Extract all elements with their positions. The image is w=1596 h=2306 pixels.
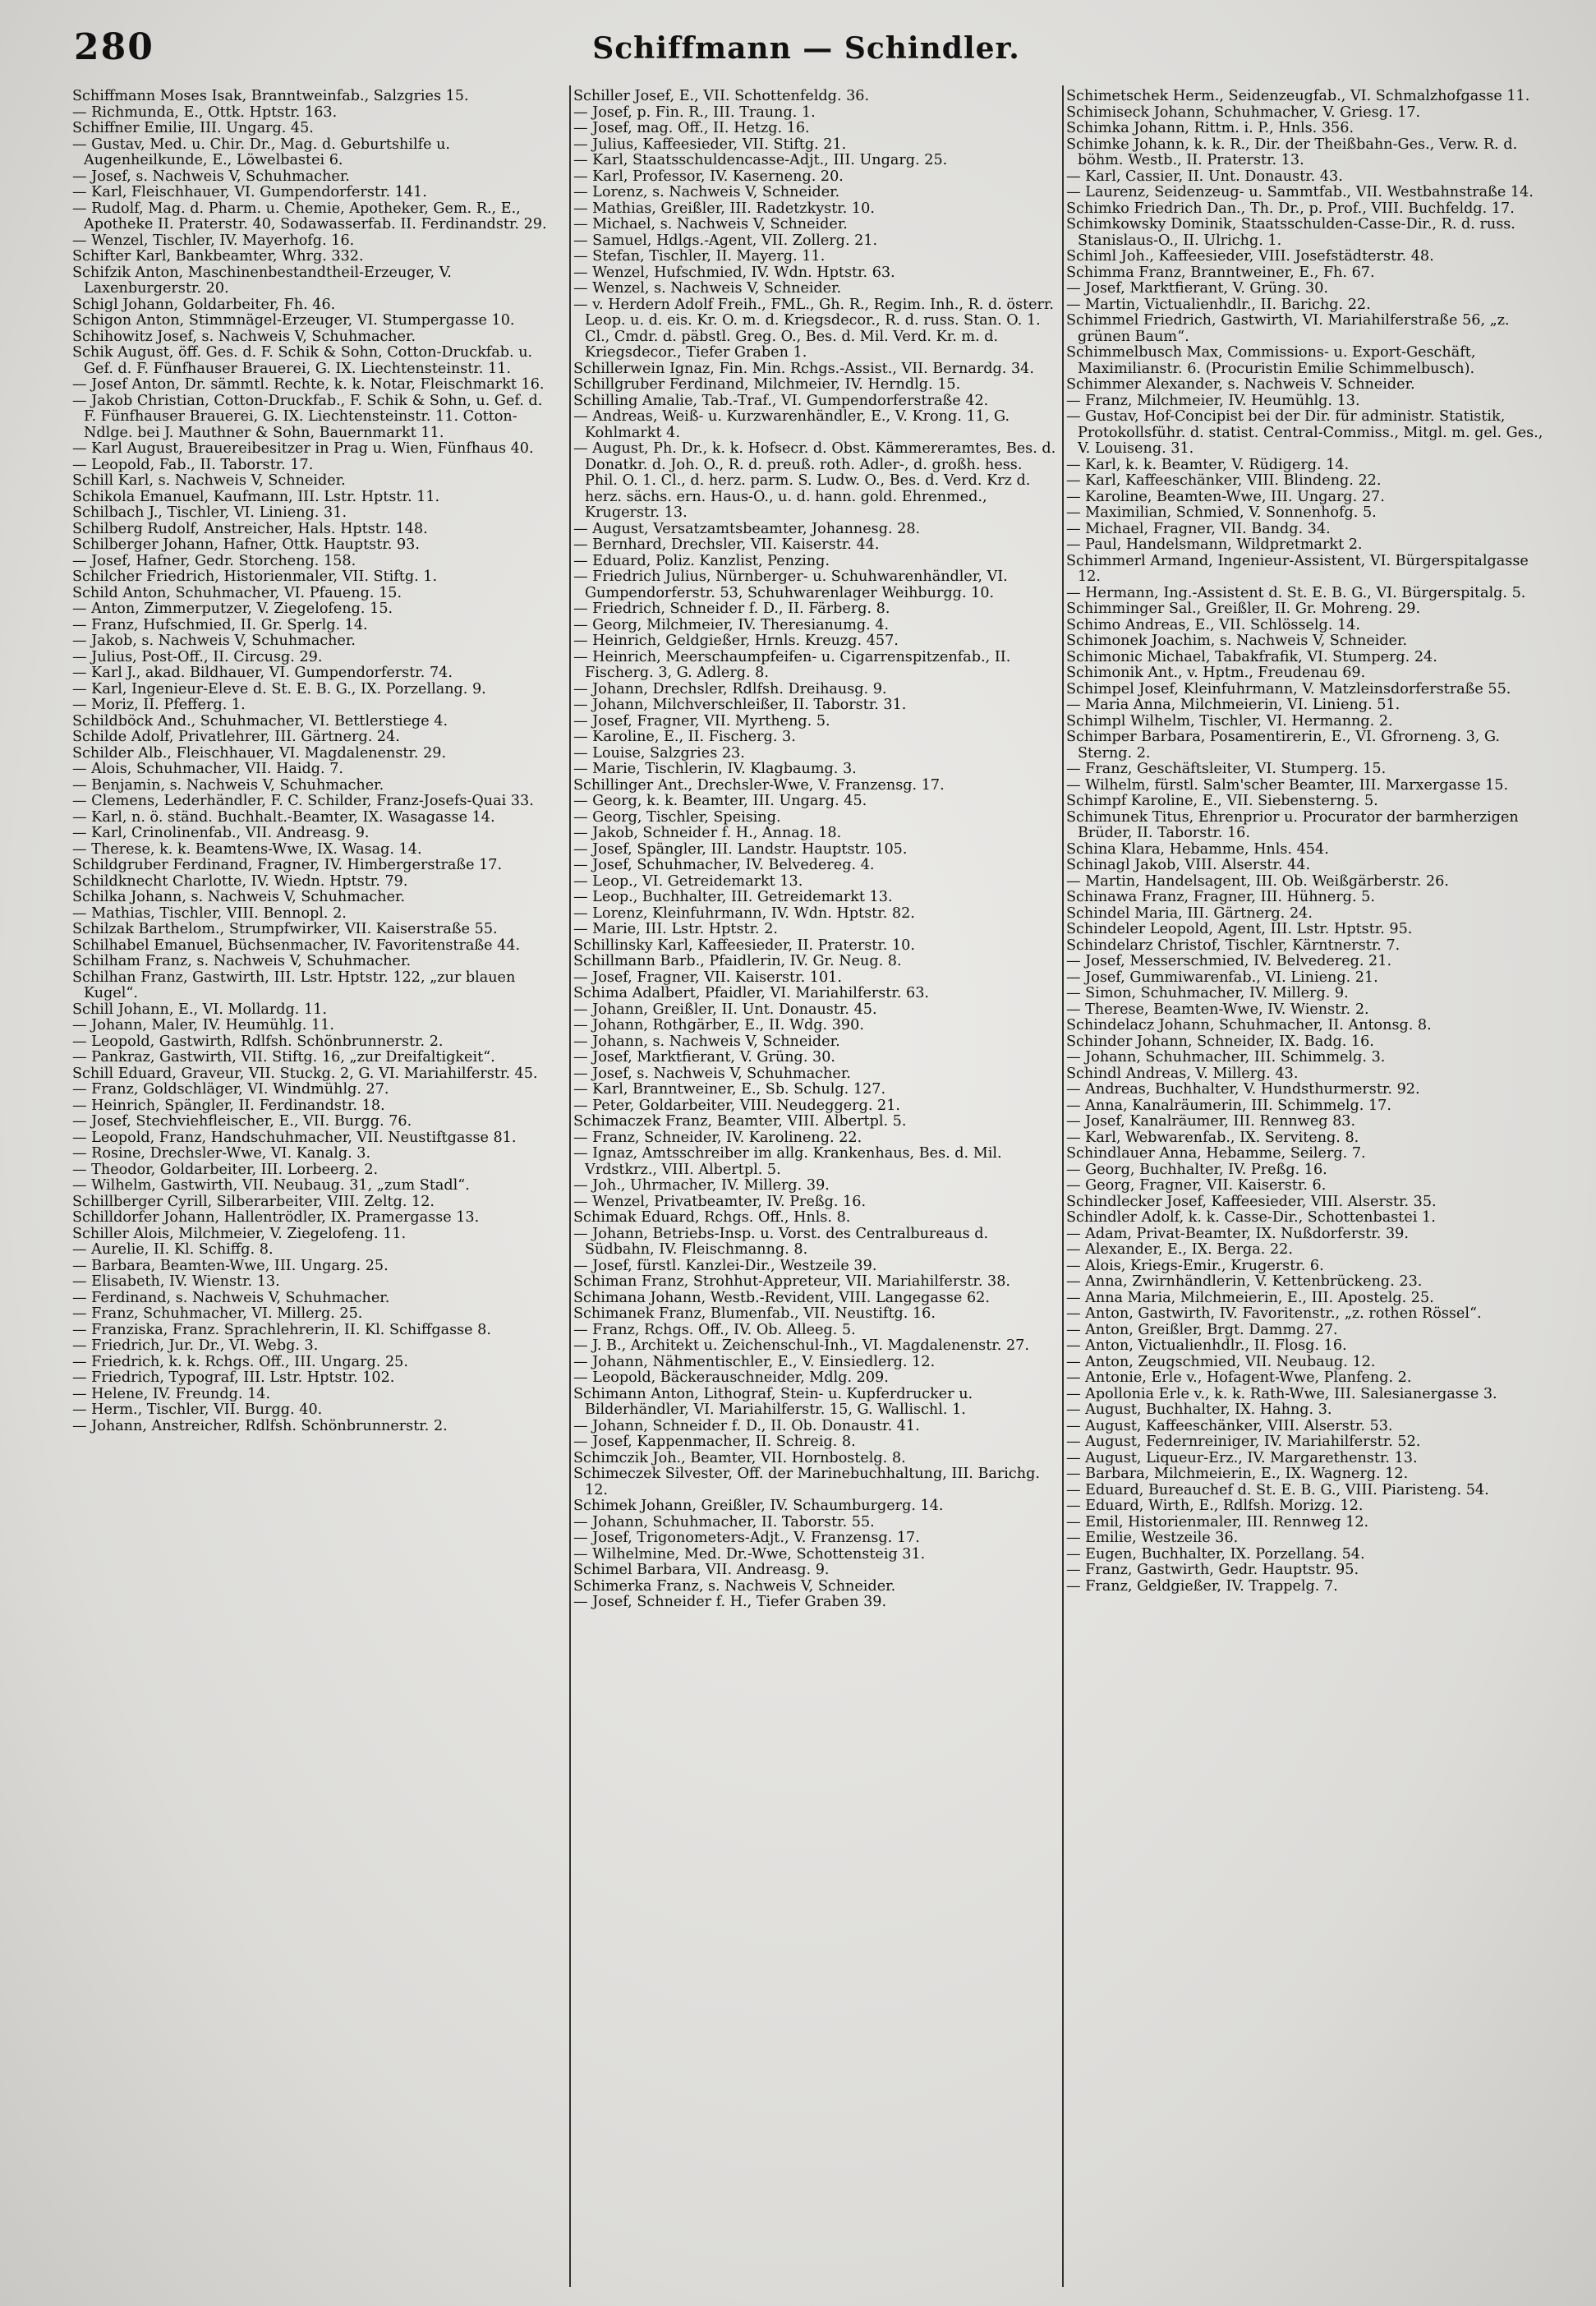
- directory-entry: — Pankraz, Gastwirth, VII. Stiftg. 16, „zur Dreifaltigkeit“.: [72, 1049, 495, 1066]
- directory-entry: — Hermann, Ing.-Assistent d. St. E. B. G., VI. Bürgerspitalg. 5.: [1066, 584, 1526, 601]
- directory-entry: — Johann, Rothgärber, E., II. Wdg. 390.: [573, 1017, 864, 1033]
- directory-entry: Schinawa Franz, Fragner, III. Hühnerg. 5.: [1066, 889, 1375, 905]
- directory-entry: Schill Karl, s. Nachweis V, Schneider.: [72, 472, 346, 489]
- directory-entry: — Johann, s. Nachweis V, Schneider.: [573, 1033, 840, 1050]
- column-middle: [573, 89, 1058, 2282]
- directory-entry: — Georg, k. k. Beamter, III. Ungarg. 45.: [573, 793, 867, 809]
- directory-entry: Schillinger Ant., Drechsler-Wwe, V. Franzensg. 17.: [573, 776, 945, 794]
- directory-entry: — Josef, Trigonometers-Adjt., V. Franzensg. 17.: [573, 1530, 920, 1546]
- directory-entry: — Samuel, Hdlgs.-Agent, VII. Zollerg. 21.: [573, 232, 878, 249]
- column-right: [1066, 89, 1551, 2282]
- directory-entry: — Martin, Handelsagent, III. Ob. Weißgärberstr. 26.: [1066, 872, 1449, 890]
- directory-entry: — Josef, mag. Off., II. Hetzg. 16.: [573, 120, 810, 136]
- directory-entry: — Eduard, Poliz. Kanzlist, Penzing.: [573, 552, 830, 569]
- directory-entry: — Josef, Marktfierant, V. Grüng. 30.: [1066, 280, 1328, 297]
- directory-entry: — Franz, Rchgs. Off., IV. Ob. Alleeg. 5.: [573, 1321, 856, 1338]
- directory-entry: Schina Klara, Hebamme, Hnls. 454.: [1066, 840, 1329, 858]
- directory-entry: Schimpl Wilhelm, Tischler, VI. Hermanng. 2.: [1066, 712, 1393, 730]
- directory-entry: Schihowitz Josef, s. Nachweis V, Schuhmacher.: [72, 328, 416, 345]
- directory-entry: Schimonic Michael, Tabakfrafik, VI. Stumperg. 24.: [1066, 648, 1437, 665]
- directory-entry: — Franz, Geschäftsleiter, VI. Stumperg. 15.: [1066, 761, 1387, 777]
- directory-entry: — Elisabeth, IV. Wienstr. 13.: [72, 1273, 280, 1290]
- directory-entry: — Josef, Gummiwarenfab., VI. Linieng. 21.: [1066, 969, 1378, 986]
- directory-entry: — Karl August, Brauereibesitzer in Prag u. Wien, Fünfhaus 40.: [72, 440, 534, 457]
- directory-entry: — Aurelie, II. Kl. Schiffg. 8.: [72, 1241, 274, 1258]
- directory-entry: Schilder Alb., Fleischhauer, VI. Magdalenenstr. 29.: [72, 744, 447, 762]
- directory-entry: — Friedrich, Schneider f. D., II. Färberg. 8.: [573, 601, 890, 617]
- directory-entry: Schilhabel Emanuel, Büchsenmacher, IV. Favoritenstraße 44.: [72, 937, 521, 954]
- directory-entry: Schimel Barbara, VII. Andreasg. 9.: [573, 1562, 830, 1578]
- directory-entry: — Wenzel, Privatbeamter, IV. Preßg. 16.: [573, 1193, 867, 1210]
- directory-entry: — Alexander, E., IX. Berga. 22.: [1066, 1241, 1293, 1258]
- directory-entry: Schildböck And., Schuhmacher, VI. Bettlerstiege 4.: [72, 712, 448, 730]
- directory-entry: Schilcher Friedrich, Historienmaler, VII. Stiftg. 1.: [72, 568, 438, 585]
- directory-entry: Schildknecht Charlotte, IV. Wiedn. Hptstr. 79.: [72, 872, 408, 890]
- directory-entry: — Karl, Professor, IV. Kaserneng. 20.: [573, 168, 844, 185]
- directory-entry: Schimeczek Silvester, Off. der Marinebuchhaltung, III. Barichg. 12.: [573, 1466, 1040, 1498]
- directory-entry: — Marie, Tischlerin, IV. Klagbaumg. 3.: [573, 761, 857, 777]
- directory-entry: — Barbara, Beamten-Wwe, III. Ungarg. 25.: [72, 1257, 389, 1274]
- directory-entry: Schimpf Karoline, E., VII. Siebensterng. 5.: [1066, 793, 1378, 809]
- directory-entry: Schilldorfer Johann, Hallentrödler, IX. Pramergasse 13.: [72, 1209, 480, 1226]
- directory-entry: Schindelarz Christof, Tischler, Kärntnerstr. 7.: [1066, 937, 1401, 954]
- directory-entry: — J. B., Architekt u. Zeichenschul-Inh., VI. Magdalenenstr. 27.: [573, 1337, 1029, 1354]
- directory-entry: — August, Liqueur-Erz., IV. Margarethenstr. 13.: [1066, 1449, 1418, 1466]
- directory-entry: Schilberg Rudolf, Anstreicher, Hals. Hptstr. 148.: [72, 520, 428, 537]
- directory-entry: — Therese, k. k. Beamtens-Wwe, IX. Wasag. 14.: [72, 840, 422, 858]
- directory-entry: — Eugen, Buchhalter, IX. Porzellang. 54.: [1066, 1545, 1365, 1563]
- directory-entry: — Paul, Handelsmann, Wildpretmarkt 2.: [1066, 536, 1363, 553]
- directory-entry: Schima Adalbert, Pfaidler, VI. Mariahilferstr. 63.: [573, 985, 930, 1001]
- directory-entry: Schimmelbusch Max, Commissions- u. Export-Geschäft, Maximilianstr. 6. (Procuristin Emilie Schimmelbusch).: [1066, 344, 1476, 377]
- directory-entry: Schinder Johann, Schneider, IX. Badg. 16.: [1066, 1033, 1374, 1050]
- directory-entry: Schifzik Anton, Maschinenbestandtheil-Erzeuger, V. Laxenburgerstr. 20.: [72, 264, 452, 297]
- directory-entry: — Julius, Kaffeesieder, VII. Stiftg. 21.: [573, 136, 847, 153]
- directory-entry: — Johann, Schneider f. D., II. Ob. Donaustr. 41.: [573, 1417, 920, 1434]
- directory-entry: — Franz, Milchmeier, IV. Heumühlg. 13.: [1066, 392, 1360, 409]
- directory-entry: — Leopold, Franz, Handschuhmacher, VII. Neustiftgasse 81.: [72, 1129, 517, 1146]
- directory-entry: Schinagl Jakob, VIII. Alserstr. 44.: [1066, 857, 1311, 873]
- directory-entry: Schilham Franz, s. Nachweis V, Schuhmacher.: [72, 953, 412, 969]
- directory-entry: — Wenzel, s. Nachweis V, Schneider.: [573, 280, 842, 297]
- directory-entry: — Jakob, Schneider f. H., Annag. 18.: [573, 825, 842, 841]
- directory-entry: Schilhan Franz, Gastwirth, III. Lstr. Hptstr. 122, „zur blauen Kugel“.: [72, 969, 516, 1001]
- directory-entry: — Johann, Betriebs-Insp. u. Vorst. des Centralbureaus d. Südbahn, IV. Fleischmanng. 8.: [573, 1225, 989, 1258]
- directory-entry: — Josef, Fragner, VII. Myrtheng. 5.: [573, 712, 830, 730]
- directory-entry: — Josef, Hafner, Gedr. Storcheng. 158.: [72, 552, 356, 569]
- directory-entry: Schild Anton, Schuhmacher, VI. Pfaueng. 15.: [72, 584, 402, 601]
- directory-columns: [72, 89, 1559, 2282]
- directory-entry: — Johann, Milchverschleißer, II. Taborstr. 31.: [573, 697, 907, 713]
- directory-entry: — Bernhard, Drechsler, VII. Kaiserstr. 44.: [573, 536, 880, 553]
- directory-entry: Schillerwein Ignaz, Fin. Min. Rchgs.-Assist., VII. Bernardg. 34.: [573, 360, 1034, 377]
- directory-entry: — Karl, Crinolinenfab., VII. Andreasg. 9.: [72, 825, 370, 841]
- directory-entry: — Adam, Privat-Beamter, IX. Nußdorferstr. 39.: [1066, 1225, 1409, 1242]
- directory-entry: — Heinrich, Meerschaumpfeifen- u. Cigarrenspitzenfab., II. Fischerg. 3, G. Adlerg. 8.: [573, 648, 1011, 681]
- directory-entry: Schill Eduard, Graveur, VII. Stuckg. 2, G. VI. Mariahilferstr. 45.: [72, 1065, 538, 1082]
- directory-entry: — Josef, Marktfierant, V. Grüng. 30.: [573, 1049, 835, 1066]
- directory-entry: — Karl, k. k. Beamter, V. Rüdigerg. 14.: [1066, 456, 1350, 473]
- directory-entry: — Wenzel, Tischler, IV. Mayerhofg. 16.: [72, 232, 355, 249]
- directory-entry: — Lorenz, Kleinfuhrmann, IV. Wdn. Hptstr. 82.: [573, 904, 915, 922]
- directory-entry: Schilde Adolf, Privatlehrer, III. Gärtnerg. 24.: [72, 729, 400, 745]
- directory-entry: — Martin, Victualienhdlr., II. Barichg. 22.: [1066, 296, 1371, 313]
- directory-entry: — Maria Anna, Milchmeierin, VI. Linieng. 51.: [1066, 697, 1401, 713]
- directory-entry: — Leop., Buchhalter, III. Getreidemarkt 13.: [573, 889, 893, 905]
- directory-entry: Schimko Friedrich Dan., Th. Dr., p. Prof., VIII. Buchfeldg. 17.: [1066, 200, 1515, 217]
- directory-entry: — Leopold, Bäckerauschneider, Mdlg. 209.: [573, 1369, 889, 1386]
- directory-entry: Schimper Barbara, Posamentirerin, E., VI. Gfrorneng. 3, G. Sterng. 2.: [1066, 729, 1500, 762]
- directory-entry: — Wilhelm, fürstl. Salm'scher Beamter, III. Marxergasse 15.: [1066, 776, 1509, 794]
- directory-entry: — Ignaz, Amtsschreiber im allg. Krankenhaus, Bes. d. Mil. Vrdstkrz., VIII. Albertpl. 5.: [573, 1145, 1002, 1178]
- directory-entry: Schimek Johann, Greißler, IV. Schaumburgerg. 14.: [573, 1498, 944, 1514]
- directory-entry: — Helene, IV. Freundg. 14.: [72, 1385, 271, 1402]
- directory-entry: Schindler Adolf, k. k. Casse-Dir., Schottenbastei 1.: [1066, 1209, 1436, 1226]
- directory-entry: — Stefan, Tischler, II. Mayerg. 11.: [573, 248, 826, 265]
- directory-entry: — Julius, Post-Off., II. Circusg. 29.: [72, 648, 323, 665]
- directory-entry: Schilbach J., Tischler, VI. Linieng. 31.: [72, 504, 347, 521]
- directory-entry: — Josef, fürstl. Kanzlei-Dir., Westzeile 39.: [573, 1257, 877, 1274]
- directory-entry: Schimma Franz, Branntweiner, E., Fh. 67.: [1066, 264, 1375, 281]
- directory-entry: Schimke Johann, k. k. R., Dir. der Theißbahn-Ges., Verw. R. d. böhm. Westb., II. Praterstr. 13.: [1066, 136, 1518, 168]
- directory-entry: — Josef, p. Fin. R., III. Traung. 1.: [573, 104, 816, 121]
- directory-entry: — Josef, Fragner, VII. Kaiserstr. 101.: [573, 969, 842, 986]
- directory-entry: — Karl J., akad. Bildhauer, VI. Gumpendorferstr. 74.: [72, 665, 453, 681]
- directory-entry: — Gustav, Med. u. Chir. Dr., Mag. d. Geburtshilfe u. Augenheilkunde, E., Löwelbastei 6.: [72, 136, 451, 168]
- directory-entry: — Friedrich, Jur. Dr., VI. Webg. 3.: [72, 1337, 319, 1354]
- directory-entry: — Josef, s. Nachweis V, Schuhmacher.: [72, 168, 350, 185]
- directory-entry: Schillmann Barb., Pfaidlerin, IV. Gr. Neug. 8.: [573, 953, 902, 969]
- directory-entry: Schillinsky Karl, Kaffeesieder, II. Praterstr. 10.: [573, 937, 915, 954]
- directory-entry: Schillgruber Ferdinand, Milchmeier, IV. Herndlg. 15.: [573, 376, 961, 393]
- directory-entry: — Therese, Beamten-Wwe, IV. Wienstr. 2.: [1066, 1001, 1369, 1018]
- directory-entry: — Josef, s. Nachweis V, Schuhmacher.: [573, 1065, 851, 1082]
- column-left: [72, 89, 557, 2282]
- directory-entry: — Heinrich, Geldgießer, Hrnls. Kreuzg. 457.: [573, 633, 899, 649]
- directory-entry: — Franz, Schuhmacher, VI. Millerg. 25.: [72, 1305, 363, 1322]
- directory-entry: Schindel Maria, III. Gärtnerg. 24.: [1066, 904, 1313, 922]
- directory-entry: — Karl, Ingenieur-Eleve d. St. E. B. G., IX. Porzellang. 9.: [72, 680, 486, 697]
- directory-entry: — Herm., Tischler, VII. Burgg. 40.: [72, 1402, 323, 1418]
- directory-entry: — Karl, Kaffeeschänker, VIII. Blindeng. 22.: [1066, 472, 1382, 489]
- directory-entry: — Ferdinand, s. Nachweis V, Schuhmacher.: [72, 1289, 390, 1306]
- directory-entry: — August, Versatzamtsbeamter, Johannesg. 28.: [573, 520, 921, 537]
- directory-entry: Schimo Andreas, E., VII. Schlösselg. 14.: [1066, 616, 1360, 633]
- page-header: [74, 16, 1539, 74]
- directory-entry: Schindlauer Anna, Hebamme, Seilerg. 7.: [1066, 1145, 1366, 1162]
- directory-entry: — Laurenz, Seidenzeug- u. Sammtfab., VII. Westbahnstraße 14.: [1066, 184, 1534, 200]
- directory-entry: — Anton, Zimmerputzer, V. Ziegelofeng. 15.: [72, 601, 393, 617]
- directory-entry: — Lorenz, s. Nachweis V, Schneider.: [573, 184, 840, 200]
- directory-entry: — Karl, Webwarenfab., IX. Serviteng. 8.: [1066, 1129, 1359, 1146]
- directory-entry: — Karoline, E., II. Fischerg. 3.: [573, 729, 796, 745]
- directory-entry: — Michael, s. Nachweis V, Schneider.: [573, 216, 848, 232]
- directory-entry: Schiffner Emilie, III. Ungarg. 45.: [72, 120, 314, 136]
- directory-entry: Schindelacz Johann, Schuhmacher, II. Antonsg. 8.: [1066, 1017, 1432, 1033]
- directory-entry: — Karl, Fleischhauer, VI. Gumpendorferstr. 141.: [72, 184, 427, 200]
- directory-entry: Schilka Johann, s. Nachweis V, Schuhmacher.: [72, 889, 406, 905]
- directory-entry: — Franz, Schneider, IV. Karolineng. 22.: [573, 1129, 862, 1146]
- directory-entry: Schimana Johann, Westb.-Revident, VIII. Langegasse 62.: [573, 1289, 990, 1306]
- directory-entry: — Wenzel, Hufschmied, IV. Wdn. Hptstr. 63.: [573, 264, 895, 281]
- directory-entry: Schimonik Ant., v. Hptm., Freudenau 69.: [1066, 665, 1366, 681]
- directory-entry: — Mathias, Tischler, VIII. Bennopl. 2.: [72, 904, 347, 922]
- directory-entry: — August, Federnreiniger, IV. Mariahilferstr. 52.: [1066, 1434, 1421, 1450]
- directory-entry: Schimpel Josef, Kleinfuhrmann, V. Matzleinsdorferstraße 55.: [1066, 680, 1511, 697]
- directory-entry: — Richmunda, E., Ottk. Hptstr. 163.: [72, 104, 338, 121]
- directory-entry: — Alois, Schuhmacher, VII. Haidg. 7.: [72, 761, 344, 777]
- directory-entry: — Marie, III. Lstr. Hptstr. 2.: [573, 921, 779, 937]
- directory-entry: — Michael, Fragner, VII. Bandg. 34.: [1066, 520, 1331, 537]
- directory-entry: Schifter Karl, Bankbeamter, Whrg. 332.: [72, 248, 364, 265]
- directory-entry: — Eduard, Wirth, E., Rdlfsh. Morizg. 12.: [1066, 1498, 1364, 1514]
- directory-entry: — Apollonia Erle v., k. k. Rath-Wwe, III. Salesianergasse 3.: [1066, 1385, 1497, 1402]
- directory-entry: — Mathias, Greißler, III. Radetzkystr. 10.: [573, 200, 875, 217]
- directory-entry: — Karl, Cassier, II. Unt. Donaustr. 43.: [1066, 168, 1343, 185]
- directory-entry: — Anna, Zwirnhändlerin, V. Kettenbrückeng. 23.: [1066, 1273, 1423, 1290]
- directory-entry: — Anton, Gastwirth, IV. Favoritenstr., „z. rothen Rössel“.: [1066, 1305, 1482, 1322]
- directory-entry: Schimczik Joh., Beamter, VII. Hornbostelg. 8.: [573, 1449, 906, 1466]
- directory-entry: — Georg, Buchhalter, IV. Preßg. 16.: [1066, 1161, 1327, 1178]
- directory-entry: Schimak Eduard, Rchgs. Off., Hnls. 8.: [573, 1209, 851, 1226]
- directory-entry: — Wilhelm, Gastwirth, VII. Neubaug. 31, „zum Stadl“.: [72, 1177, 470, 1194]
- directory-entry: — Johann, Greißler, II. Unt. Donaustr. 45.: [573, 1001, 877, 1018]
- directory-entry: — Josef, Messerschmied, IV. Belvedereg. 21.: [1066, 953, 1392, 969]
- directory-entry: — August, Buchhalter, IX. Hahng. 3.: [1066, 1402, 1332, 1418]
- directory-entry: — Georg, Fragner, VII. Kaiserstr. 6.: [1066, 1177, 1327, 1194]
- directory-entry: — Franz, Geldgießer, IV. Trappelg. 7.: [1066, 1577, 1338, 1595]
- directory-entry: — Louise, Salzgries 23.: [573, 744, 745, 762]
- directory-entry: — Franziska, Franz. Sprachlehrerin, II. Kl. Schiffgasse 8.: [72, 1321, 491, 1338]
- directory-entry: — Georg, Milchmeier, IV. Theresianumg. 4.: [573, 616, 890, 633]
- directory-entry: — Georg, Tischler, Speising.: [573, 808, 781, 826]
- page-number: 280: [74, 26, 154, 68]
- directory-entry: — Karl, Staatsschuldencasse-Adjt., III. Ungarg. 25.: [573, 152, 948, 168]
- directory-entry: Schimkowsky Dominik, Staatsschulden-Casse-Dir., R. d. russ. Stanislaus-O., II. Ulrichg. 1.: [1066, 216, 1516, 249]
- directory-entry: Schimiseck Johann, Schuhmacher, V. Griesg. 17.: [1066, 104, 1421, 121]
- directory-entry: — Heinrich, Spängler, II. Ferdinandstr. 18.: [72, 1097, 385, 1114]
- directory-entry: Schilzak Barthelom., Strumpfwirker, VII. Kaiserstraße 55.: [72, 921, 498, 937]
- running-title: Schiffmann — Schindler.: [592, 31, 1020, 66]
- directory-entry: Schiml Joh., Kaffeesieder, VIII. Josefstädterstr. 48.: [1066, 248, 1434, 265]
- directory-entry: — Eduard, Bureauchef d. St. E. B. G., VIII. Piaristeng. 54.: [1066, 1481, 1489, 1498]
- directory-entry: Schilling Amalie, Tab.-Traf., VI. Gumpendorferstraße 42.: [573, 392, 989, 409]
- directory-entry: Schindeler Leopold, Agent, III. Lstr. Hptstr. 95.: [1066, 921, 1413, 937]
- directory-entry: Schimann Anton, Lithograf, Stein- u. Kupferdrucker u. Bilderhändler, VI. Mariahilferstr. 15, G. Wallischl. 1.: [573, 1385, 973, 1418]
- directory-entry: Schimka Johann, Rittm. i. P., Hnls. 356.: [1066, 120, 1355, 136]
- directory-entry: — Barbara, Milchmeierin, E., IX. Wagnerg. 12.: [1066, 1466, 1409, 1482]
- directory-entry: Schik August, öff. Ges. d. F. Schik & Sohn, Cotton-Druckfab. u. Gef. d. F. Fünfhauser Brauerei, G. IX. Liechtensteinstr. 11.: [72, 344, 533, 377]
- directory-entry: Schimunek Titus, Ehrenprior u. Procurator der barmherzigen Brüder, II. Taborstr. 16.: [1066, 808, 1519, 841]
- directory-entry: — August, Kaffeeschänker, VIII. Alserstr. 53.: [1066, 1417, 1393, 1434]
- directory-entry: — Peter, Goldarbeiter, VIII. Neudeggerg. 21.: [573, 1097, 900, 1114]
- directory-entry: — Emilie, Westzeile 36.: [1066, 1530, 1239, 1546]
- directory-entry: — Maximilian, Schmied, V. Sonnenhofg. 5.: [1066, 504, 1377, 521]
- directory-entry: — Antonie, Erle v., Hofagent-Wwe, Planfeng. 2.: [1066, 1369, 1412, 1386]
- directory-entry: — Rudolf, Mag. d. Pharm. u. Chemie, Apotheker, Gem. R., E., Apotheke II. Praterstr. 40, Sodawasserfab. II. Ferdinandstr. 29.: [72, 200, 547, 232]
- directory-entry: — Moriz, II. Pfefferg. 1.: [72, 697, 246, 713]
- directory-entry: — Johann, Nähmentischler, E., V. Einsiedlerg. 12.: [573, 1353, 936, 1370]
- directory-entry: Schimerka Franz, s. Nachweis V, Schneider.: [573, 1577, 896, 1595]
- directory-entry: — v. Herdern Adolf Freih., FML., Gh. R., Regim. Inh., R. d. österr. Leop. u. d. eis. Kr. O. m. d. Kriegsdecor., R. d. russ. Stan. O. 1. Cl., Cmdr. d. päbstl. Greg. O., Bes. d. Mil. Verd. Kr. m. d. Kriegsdecor., Tiefer Graben 1.: [573, 296, 1054, 361]
- directory-entry: Schindl Andreas, V. Millerg. 43.: [1066, 1065, 1299, 1082]
- directory-entry: Schill Johann, E., VI. Mollardg. 11.: [72, 1001, 327, 1018]
- directory-entry: — Alois, Kriegs-Emir., Krugerstr. 6.: [1066, 1257, 1324, 1274]
- directory-entry: — Clemens, Lederhändler, F. C. Schilder, Franz-Josefs-Quai 33.: [72, 793, 534, 809]
- directory-entry: Schikola Emanuel, Kaufmann, III. Lstr. Hptstr. 11.: [72, 488, 440, 505]
- directory-entry: — Johann, Drechsler, Rdlfsh. Dreihausg. 9.: [573, 680, 887, 697]
- directory-entry: — Anna Maria, Milchmeierin, E., III. Apostelg. 25.: [1066, 1289, 1434, 1306]
- directory-entry: Schildgruber Ferdinand, Fragner, IV. Himbergerstraße 17.: [72, 857, 503, 873]
- directory-entry: — Karl, n. ö. ständ. Buchhalt.-Beamter, IX. Wasagasse 14.: [72, 808, 495, 826]
- directory-entry: Schiller Josef, E., VII. Schottenfeldg. 36.: [573, 89, 870, 104]
- directory-entry: — Franz, Hufschmied, II. Gr. Sperlg. 14.: [72, 616, 368, 633]
- directory-entry: — Simon, Schuhmacher, IV. Millerg. 9.: [1066, 985, 1349, 1001]
- directory-entry: — Anton, Zeugschmied, VII. Neubaug. 12.: [1066, 1353, 1376, 1370]
- directory-entry: — Andreas, Weiß- u. Kurzwarenhändler, E., V. Krong. 11, G. Kohlmarkt 4.: [573, 408, 1010, 441]
- directory-entry: — Rosine, Drechsler-Wwe, VI. Kanalg. 3.: [72, 1145, 371, 1162]
- directory-entry: — August, Ph. Dr., k. k. Hofsecr. d. Obst. Kämmereramtes, Bes. d. Donatkr. d. Joh. O., R. d. preuß. roth. Adler-, d. großh. hess. Phil. O. 1. Cl., d. herz. parm. S. Ludw. O., Bes. d. Verd. Krz d. herz. sächs. ern. Haus-O., u. d. hann. gold. Ehrenmed., Krugerstr. 13.: [573, 440, 1056, 521]
- directory-entry: Schiller Alois, Milchmeier, V. Ziegelofeng. 11.: [72, 1225, 407, 1242]
- directory-entry: Schigl Johann, Goldarbeiter, Fh. 46.: [72, 296, 336, 313]
- directory-entry: — Josef, Schuhmacher, IV. Belvedereg. 4.: [573, 857, 875, 873]
- directory-entry: — Gustav, Hof-Concipist bei der Dir. für administr. Statistik, Protokollsführ. d. statist. Central-Commiss., Mitgl. m. gel. Ges., V. Louiseng. 31.: [1066, 408, 1543, 457]
- directory-entry: Schimaczek Franz, Beamter, VIII. Albertpl. 5.: [573, 1113, 907, 1130]
- directory-entry: — Josef, Schneider f. H., Tiefer Graben 39.: [573, 1594, 887, 1610]
- directory-entry: — Theodor, Goldarbeiter, III. Lorbeerg. 2.: [72, 1161, 379, 1178]
- directory-entry: — Jakob Christian, Cotton-Druckfab., F. Schik & Sohn, u. Gef. d. F. Fünfhauser Brauerei, G. IX. Liechtensteinstr. 11. Cotton-Ndlge. bei J. Mauthner & Sohn, Bauernmarkt 11.: [72, 392, 543, 441]
- directory-entry: Schimmel Friedrich, Gastwirth, VI. Mariahilferstraße 56, „z. grünen Baum“.: [1066, 312, 1510, 345]
- directory-entry: Schiman Franz, Strohhut-Appreteur, VII. Mariahilferstr. 38.: [573, 1273, 1010, 1290]
- directory-entry: Schillberger Cyrill, Silberarbeiter, VIII. Zeltg. 12.: [72, 1193, 435, 1210]
- directory-entry: — Friedrich, Typograf, III. Lstr. Hptstr. 102.: [72, 1369, 395, 1386]
- directory-entry: — Jakob, s. Nachweis V, Schuhmacher.: [72, 633, 356, 649]
- directory-entry: — Wilhelmine, Med. Dr.-Wwe, Schottensteig 31.: [573, 1545, 926, 1563]
- directory-entry: — Emil, Historienmaler, III. Rennweg 12.: [1066, 1513, 1369, 1530]
- directory-entry: — Friedrich Julius, Nürnberger- u. Schuhwarenhändler, VI. Gumpendorferstr. 53, Schuhwarenlager Weihburgg. 10.: [573, 568, 1008, 601]
- directory-entry: — Josef, Spängler, III. Landstr. Hauptstr. 105.: [573, 840, 908, 858]
- directory-entry: Schilberger Johann, Hafner, Ottk. Hauptstr. 93.: [72, 536, 420, 553]
- directory-entry: Schiffmann Moses Isak, Branntweinfab., Salzgries 15.: [72, 89, 469, 104]
- directory-entry: — Andreas, Buchhalter, V. Hundsthurmerstr. 92.: [1066, 1081, 1420, 1098]
- directory-entry: — Friedrich, k. k. Rchgs. Off., III. Ungarg. 25.: [72, 1353, 408, 1370]
- directory-entry: — Johann, Schuhmacher, II. Taborstr. 55.: [573, 1513, 875, 1530]
- directory-entry: — Benjamin, s. Nachweis V, Schuhmacher.: [72, 776, 384, 794]
- directory-entry: — Johann, Schuhmacher, III. Schimmelg. 3.: [1066, 1049, 1386, 1066]
- directory-entry: — Karl, Branntweiner, E., Sb. Schulg. 127.: [573, 1081, 886, 1098]
- directory-entry: Schimmer Alexander, s. Nachweis V. Schneider.: [1066, 376, 1415, 393]
- directory-entry: — Joh., Uhrmacher, IV. Millerg. 39.: [573, 1177, 830, 1194]
- directory-entry: Schimmerl Armand, Ingenieur-Assistent, VI. Bürgerspitalgasse 12.: [1066, 552, 1529, 585]
- directory-entry: — Anna, Kanalräumerin, III. Schimmelg. 17.: [1066, 1097, 1391, 1114]
- directory-entry: — Anton, Greißler, Brgt. Dammg. 27.: [1066, 1321, 1338, 1338]
- directory-entry: Schimonek Joachim, s. Nachweis V, Schneider.: [1066, 633, 1408, 649]
- directory-entry: Schigon Anton, Stimmnägel-Erzeuger, VI. Stumpergasse 10.: [72, 312, 515, 329]
- directory-entry: — Johann, Maler, IV. Heumühlg. 11.: [72, 1017, 334, 1033]
- directory-entry: — Leop., VI. Getreidemarkt 13.: [573, 872, 803, 890]
- directory-entry: Schimanek Franz, Blumenfab., VII. Neustiftg. 16.: [573, 1305, 936, 1322]
- directory-entry: — Josef, Kappenmacher, II. Schreig. 8.: [573, 1434, 856, 1450]
- directory-entry: — Leopold, Fab., II. Taborstr. 17.: [72, 456, 314, 473]
- directory-entry: — Franz, Gastwirth, Gedr. Hauptstr. 95.: [1066, 1562, 1359, 1578]
- directory-entry: Schimetschek Herm., Seidenzeugfab., VI. Schmalzhofgasse 11.: [1066, 89, 1530, 104]
- directory-entry: — Johann, Anstreicher, Rdlfsh. Schönbrunnerstr. 2.: [72, 1417, 448, 1434]
- directory-entry: — Josef Anton, Dr. sämmtl. Rechte, k. k. Notar, Fleischmarkt 16.: [72, 376, 545, 393]
- directory-entry: — Anton, Victualienhdlr., II. Flosg. 16.: [1066, 1337, 1347, 1354]
- directory-entry: — Josef, Kanalräumer, III. Rennweg 83.: [1066, 1113, 1356, 1130]
- directory-entry: Schimminger Sal., Greißler, II. Gr. Mohreng. 29.: [1066, 601, 1421, 617]
- directory-entry: — Josef, Stechviehfleischer, E., VII. Burgg. 76.: [72, 1113, 412, 1130]
- directory-entry: — Karoline, Beamten-Wwe, III. Ungarg. 27.: [1066, 488, 1385, 505]
- directory-entry: — Leopold, Gastwirth, Rdlfsh. Schönbrunnerstr. 2.: [72, 1033, 444, 1050]
- directory-entry: — Franz, Goldschläger, VI. Windmühlg. 27.: [72, 1081, 389, 1098]
- directory-entry: Schindlecker Josef, Kaffeesieder, VIII. Alserstr. 35.: [1066, 1193, 1437, 1210]
